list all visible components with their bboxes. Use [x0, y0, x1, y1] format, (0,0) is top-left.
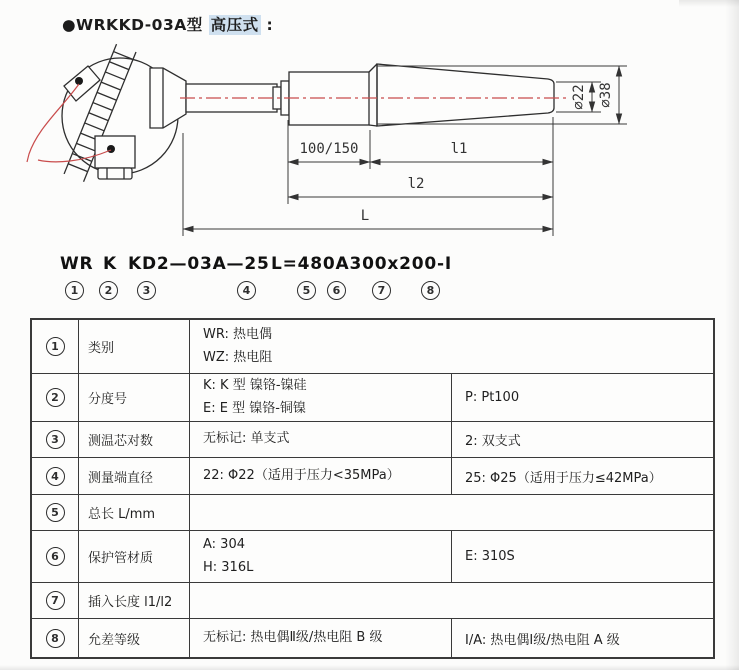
svg-text:l2: l2: [407, 176, 425, 192]
row-label: 测量端直径: [79, 458, 190, 494]
title-highlight: 高压式: [210, 16, 259, 34]
row-num-badge: 5: [46, 503, 65, 522]
model-marker: 7: [372, 281, 391, 300]
row-num-badge: 2: [46, 388, 65, 407]
row-num-badge: 7: [46, 591, 65, 610]
model-marker: 5: [297, 281, 316, 300]
model-code: [0, 254, 739, 278]
row-num-badge: 6: [46, 547, 65, 566]
row-num-cell: [32, 320, 79, 373]
row-value-right: 2: 双支式: [465, 434, 521, 449]
row-value: 无标记: 单支式: [190, 422, 452, 457]
row-num-badge: 1: [46, 337, 65, 356]
row-label: 分度号: [79, 374, 190, 421]
row-value: [190, 374, 452, 421]
row-num-cell: [32, 374, 79, 421]
row-num-badge: 4: [46, 467, 65, 486]
terminal-block: [95, 136, 135, 179]
taper-cone: [377, 64, 554, 126]
row-value: [190, 320, 713, 373]
row-value-right: P: Pt100: [465, 390, 520, 405]
dim-100-150: [288, 141, 370, 162]
svg-text:∅22: ∅22: [571, 84, 587, 110]
row-value: 22: Φ22（适用于压力<35MPa）: [190, 458, 452, 494]
row-value: [190, 583, 713, 618]
table-row: [32, 495, 713, 531]
table-row: [32, 374, 713, 422]
row-value-right: E: 310S: [465, 549, 515, 564]
row-value-line: WR: 热电偶: [203, 326, 272, 342]
row-label: 类别: [79, 320, 190, 373]
row-num-cell: [32, 422, 79, 457]
probe-body: [186, 64, 554, 126]
model-segment: L=480A300x200-Ⅰ: [271, 254, 453, 274]
svg-text:l1: l1: [450, 141, 468, 157]
model-segment: K: [103, 254, 117, 274]
svg-text:100/150: 100/150: [299, 141, 359, 157]
row-value-right: Ⅰ/A: 热电偶Ⅰ级/热电阻 A 级: [465, 632, 620, 648]
row-value: 无标记: 热电偶Ⅱ级/热电阻 B 级: [190, 619, 452, 657]
svg-text:∅38: ∅38: [598, 82, 614, 108]
row-label: 总长 L/mm: [79, 495, 190, 530]
row-num-cell: [32, 495, 79, 530]
dim-L: [183, 208, 553, 229]
model-marker: 6: [327, 281, 346, 300]
table-row: [32, 619, 713, 657]
row-value-right: 25: Φ25（适用于压力≤42MPa）: [465, 470, 662, 486]
row-label: 插入长度 l1/l2: [79, 583, 190, 618]
row-value-line: A: 304: [203, 536, 245, 552]
model-marker: 4: [237, 281, 256, 300]
row-num-cell: [32, 619, 79, 657]
row-label: 保护管材质: [79, 531, 190, 582]
model-markers: [0, 281, 739, 303]
table-row: [32, 583, 713, 619]
model-segment: WR: [60, 254, 94, 274]
model-marker: 3: [137, 281, 156, 300]
dim-l2: [288, 176, 553, 197]
page-edge-shadow-bottom: [0, 665, 739, 670]
model-marker: 1: [65, 281, 84, 300]
table-row: [32, 320, 713, 374]
title-prefix: ●WRKKD-03A型: [62, 16, 209, 34]
row-num-badge: 8: [46, 629, 65, 648]
page-edge-shadow-top: [679, 0, 739, 7]
row-value: [190, 495, 713, 530]
technical-drawing: [0, 0, 739, 252]
model-segment: KD2—03A—25: [128, 254, 270, 274]
row-value: [190, 531, 452, 582]
row-num-cell: [32, 531, 79, 582]
row-value-line: H: 316L: [203, 559, 254, 575]
svg-text:L: L: [360, 208, 370, 224]
row-num-badge: 3: [46, 430, 65, 449]
title-suffix: :: [260, 16, 274, 34]
row-value-line: WZ: 热电阻: [203, 349, 273, 365]
dim-dia22: [556, 82, 601, 112]
sensor-head: [62, 44, 186, 182]
page-edge-shadow: [725, 0, 739, 670]
model-marker: 2: [99, 281, 118, 300]
row-value-line: E: E 型 镍铬-铜镍: [203, 400, 306, 416]
row-label: 测温芯对数: [79, 422, 190, 457]
table-row: [32, 422, 713, 458]
row-value-line: K: K 型 镍铬-镍硅: [203, 377, 307, 393]
model-marker: 8: [421, 281, 440, 300]
table-row: [32, 458, 713, 495]
row-num-cell: [32, 583, 79, 618]
row-label: 允差等级: [79, 619, 190, 657]
spec-table: [30, 318, 715, 659]
dim-l1: [370, 141, 553, 162]
row-num-cell: [32, 458, 79, 494]
table-row: [32, 531, 713, 583]
